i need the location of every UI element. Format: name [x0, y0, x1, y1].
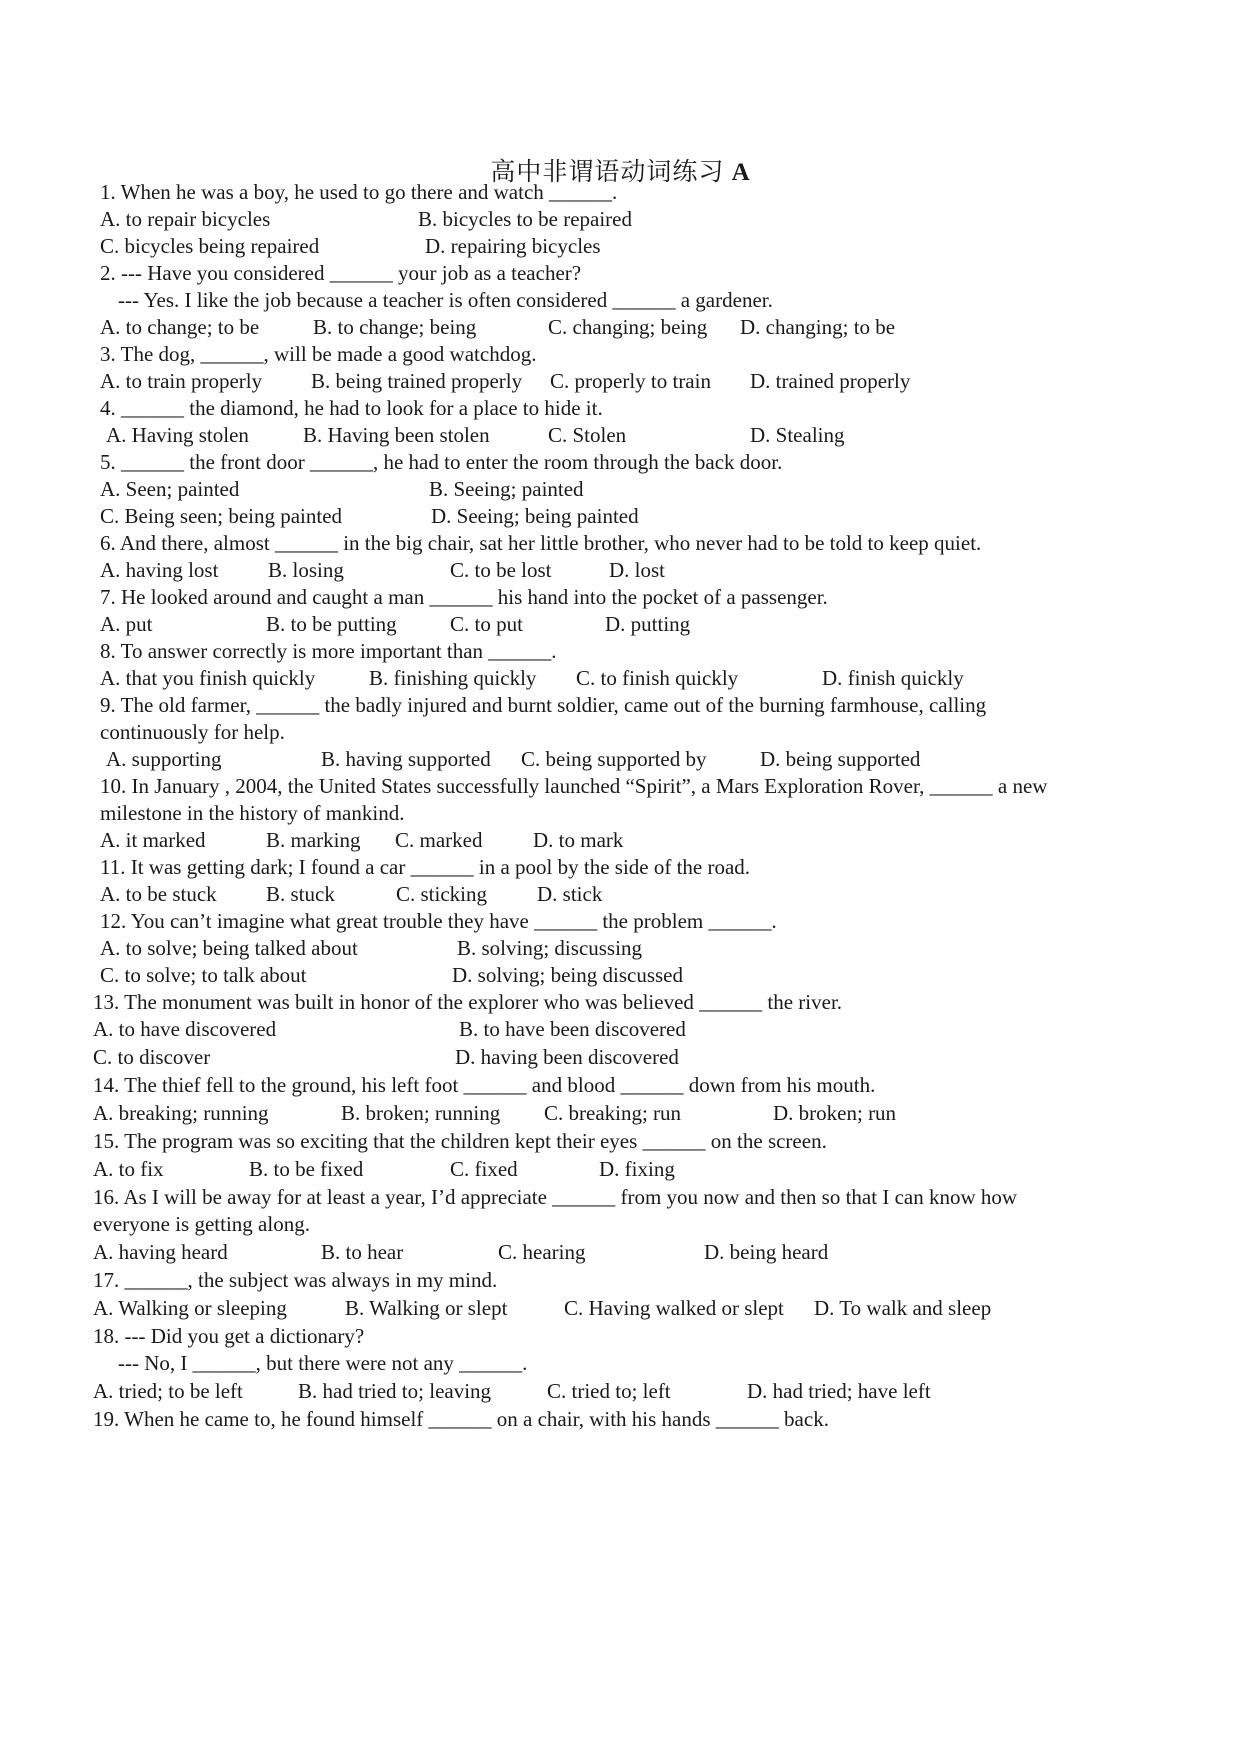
question-10-option-d: D. to mark	[533, 828, 624, 852]
question-1-options-row	[0, 232, 1241, 260]
question-4-option-c: C. Stolen	[548, 423, 627, 447]
question-2-option-b: B. to change; being	[313, 315, 477, 339]
question-12-option-c: C. to solve; to talk about	[100, 963, 307, 987]
question-5-option-b: B. Seeing; painted	[429, 477, 584, 501]
question-9-option-c: C. being supported by	[521, 747, 707, 771]
question-1-stem: 1. When he was a boy, he used to go there and watch ______.	[100, 180, 618, 204]
page-title-suffix: A	[731, 159, 751, 186]
question-18-option-c: C. tried to; left	[547, 1379, 671, 1403]
question-7-option-d: D. putting	[605, 612, 691, 636]
question-4-option-d: D. Stealing	[750, 423, 845, 447]
question-6-option-d: D. lost	[609, 558, 666, 582]
question-4-option-a: A. Having stolen	[106, 423, 249, 447]
question-7-options-row	[0, 610, 1241, 638]
question-2-stem: 2. --- Have you considered ______ your job as a teacher?	[100, 261, 582, 285]
question-10-option-b: B. marking	[266, 828, 361, 852]
question-11-options-row	[0, 880, 1241, 908]
question-5-option-d: D. Seeing; being painted	[431, 504, 639, 528]
question-15-stem: 15. The program was so exciting that the children kept their eyes ______ on the screen.	[93, 1129, 827, 1153]
question-7-option-a: A. put	[100, 612, 153, 636]
question-17-options-row	[0, 1294, 1241, 1322]
question-12-option-d: D. solving; being discussed	[452, 963, 683, 987]
question-3-option-c: C. properly to train	[550, 369, 711, 393]
question-1-option-c: C. bicycles being repaired	[100, 234, 320, 258]
question-18-stem: 18. --- Did you get a dictionary?	[93, 1324, 365, 1348]
question-6-stem: 6. And there, almost ______ in the big chair, sat her little brother, who never had to be told to keep quiet.	[100, 531, 982, 555]
question-14-options-row	[0, 1099, 1241, 1127]
question-14-option-a: A. breaking; running	[93, 1101, 269, 1125]
question-14-option-d: D. broken; run	[773, 1101, 897, 1125]
question-3-stem: 3. The dog, ______, will be made a good watchdog.	[100, 342, 537, 366]
question-5-stem: 5. ______ the front door ______, he had to enter the room through the back door.	[100, 450, 783, 474]
question-11-option-b: B. stuck	[266, 882, 335, 906]
question-11-option-d: D. stick	[537, 882, 603, 906]
question-10-option-c: C. marked	[395, 828, 483, 852]
question-12-options-row	[0, 961, 1241, 989]
question-8-option-c: C. to finish quickly	[576, 666, 739, 690]
question-13-option-b: B. to have been discovered	[459, 1017, 686, 1041]
question-4-stem: 4. ______ the diamond, he had to look for a place to hide it.	[100, 396, 603, 420]
question-1-options-row	[0, 205, 1241, 233]
question-8-option-d: D. finish quickly	[822, 666, 964, 690]
question-1-option-b: B. bicycles to be repaired	[418, 207, 632, 231]
question-13-option-c: C. to discover	[93, 1045, 211, 1069]
question-11-option-c: C. sticking	[396, 882, 488, 906]
question-5-options-row	[0, 475, 1241, 503]
question-13-stem: 13. The monument was built in honor of the explorer who was believed ______ the river.	[93, 990, 843, 1014]
question-9-options-row	[0, 745, 1241, 773]
question-3-option-d: D. trained properly	[750, 369, 911, 393]
question-6-option-b: B. losing	[268, 558, 344, 582]
question-17-option-c: C. Having walked or slept	[564, 1296, 784, 1320]
question-7-option-c: C. to put	[450, 612, 523, 636]
question-16-stem: everyone is getting along.	[93, 1212, 310, 1236]
question-16-option-c: C. hearing	[498, 1240, 586, 1264]
question-6-option-c: C. to be lost	[450, 558, 552, 582]
question-2-option-d: D. changing; to be	[740, 315, 896, 339]
question-18-option-b: B. had tried to; leaving	[298, 1379, 492, 1403]
question-10-stem: milestone in the history of mankind.	[100, 801, 405, 825]
question-18-stem: --- No, I ______, but there were not any ______.	[118, 1351, 528, 1375]
question-15-option-c: C. fixed	[450, 1157, 518, 1181]
question-6-options-row	[0, 556, 1241, 584]
question-9-stem: continuously for help.	[100, 720, 285, 744]
question-2-stem: --- Yes. I like the job because a teacher is often considered ______ a gardener.	[118, 288, 773, 312]
question-1-option-a: A. to repair bicycles	[100, 207, 271, 231]
question-8-options-row	[0, 664, 1241, 692]
question-13-option-a: A. to have discovered	[93, 1017, 277, 1041]
question-11-option-a: A. to be stuck	[100, 882, 217, 906]
question-5-option-c: C. Being seen; being painted	[100, 504, 343, 528]
question-18-options-row	[0, 1377, 1241, 1405]
question-13-options-row	[0, 1043, 1241, 1071]
question-11-stem: 11. It was getting dark; I found a car ______ in a pool by the side of the road.	[100, 855, 751, 879]
question-15-option-a: A. to fix	[93, 1157, 164, 1181]
question-7-option-b: B. to be putting	[266, 612, 397, 636]
question-17-stem: 17. ______, the subject was always in my mind.	[93, 1268, 498, 1292]
question-12-stem: 12. You can’t imagine what great trouble they have ______ the problem ______.	[100, 909, 777, 933]
question-16-option-a: A. having heard	[93, 1240, 228, 1264]
question-6-option-a: A. having lost	[100, 558, 219, 582]
question-9-option-d: D. being supported	[760, 747, 921, 771]
question-14-option-b: B. broken; running	[341, 1101, 501, 1125]
question-3-option-a: A. to train properly	[100, 369, 263, 393]
question-12-options-row	[0, 934, 1241, 962]
question-2-options-row	[0, 313, 1241, 341]
page-title-text: 高中非谓语动词练习	[490, 159, 725, 186]
question-5-options-row	[0, 502, 1241, 530]
question-9-option-b: B. having supported	[321, 747, 491, 771]
question-14-option-c: C. breaking; run	[544, 1101, 682, 1125]
question-15-option-b: B. to be fixed	[249, 1157, 364, 1181]
question-19-stem: 19. When he came to, he found himself ______ on a chair, with his hands ______ back.	[93, 1407, 829, 1431]
question-16-option-b: B. to hear	[321, 1240, 404, 1264]
question-12-option-a: A. to solve; being talked about	[100, 936, 358, 960]
question-12-option-b: B. solving; discussing	[457, 936, 642, 960]
question-3-option-b: B. being trained properly	[311, 369, 523, 393]
question-17-option-d: D. To walk and sleep	[814, 1296, 992, 1320]
question-3-options-row	[0, 367, 1241, 395]
question-10-options-row	[0, 826, 1241, 854]
question-17-option-b: B. Walking or slept	[345, 1296, 508, 1320]
question-13-options-row	[0, 1015, 1241, 1043]
question-8-option-b: B. finishing quickly	[369, 666, 537, 690]
question-15-option-d: D. fixing	[599, 1157, 675, 1181]
question-17-option-a: A. Walking or sleeping	[93, 1296, 287, 1320]
question-7-stem: 7. He looked around and caught a man ______ his hand into the pocket of a passenger.	[100, 585, 828, 609]
question-9-option-a: A. supporting	[106, 747, 222, 771]
question-8-stem: 8. To answer correctly is more important than ______.	[100, 639, 557, 663]
question-2-option-c: C. changing; being	[548, 315, 708, 339]
question-15-options-row	[0, 1155, 1241, 1183]
question-16-option-d: D. being heard	[704, 1240, 829, 1264]
question-1-option-d: D. repairing bicycles	[425, 234, 601, 258]
question-9-stem: 9. The old farmer, ______ the badly injured and burnt soldier, came out of the burning farmhouse, calling	[100, 693, 987, 717]
question-4-option-b: B. Having been stolen	[303, 423, 490, 447]
question-8-option-a: A. that you finish quickly	[100, 666, 316, 690]
question-10-stem: 10. In January , 2004, the United States successfully launched “Spirit”, a Mars Exploration Rover, ______ a new	[100, 774, 1048, 798]
question-13-option-d: D. having been discovered	[455, 1045, 679, 1069]
question-2-option-a: A. to change; to be	[100, 315, 260, 339]
question-10-option-a: A. it marked	[100, 828, 206, 852]
question-18-option-a: A. tried; to be left	[93, 1379, 243, 1403]
question-16-stem: 16. As I will be away for at least a year, I’d appreciate ______ from you now and then so that I can know how	[93, 1185, 1018, 1209]
question-4-options-row	[0, 421, 1241, 449]
question-16-options-row	[0, 1238, 1241, 1266]
question-18-option-d: D. had tried; have left	[747, 1379, 931, 1403]
question-14-stem: 14. The thief fell to the ground, his left foot ______ and blood ______ down from his mouth.	[93, 1073, 876, 1097]
question-5-option-a: A. Seen; painted	[100, 477, 240, 501]
